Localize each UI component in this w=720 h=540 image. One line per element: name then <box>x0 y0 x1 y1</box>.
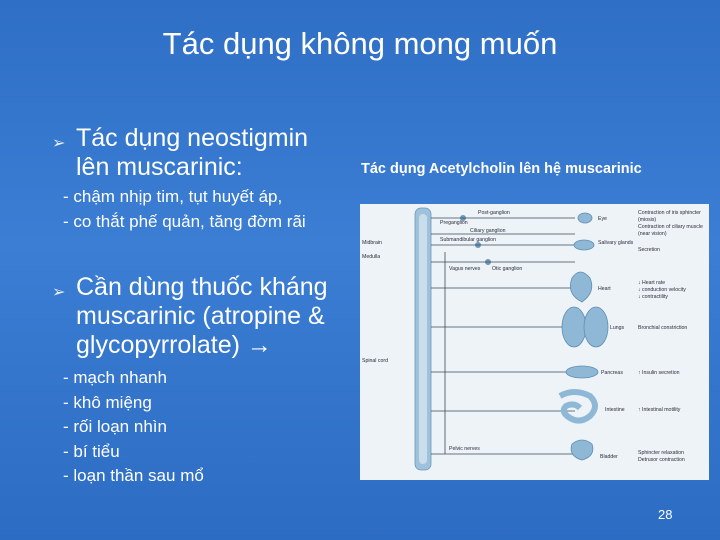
bullet-text <box>76 124 308 182</box>
lung-left-shape <box>562 307 586 347</box>
page-number: 28 <box>658 507 673 522</box>
arrow-bullet-icon: ➢ <box>52 284 66 301</box>
sub-list-neostigmine <box>63 185 306 234</box>
label-otic-ganglion: Otic ganglion <box>492 266 523 272</box>
effect-eye-4: (near vision) <box>638 231 667 237</box>
label-medulla: Medulla <box>362 254 381 260</box>
effect-lungs: Bronchial constriction <box>638 325 688 331</box>
figure-caption: Tác dụng Acetylcholin lên hệ muscarinic <box>361 161 642 177</box>
effect-heart-1: ↓ Heart rate <box>638 280 666 286</box>
intestine-shape <box>560 392 595 421</box>
effect-heart-2: ↓ conduction velocity <box>638 287 686 293</box>
bullet-line: lên muscarinic: <box>76 153 243 181</box>
bullet-line: muscarinic (atropine & <box>76 302 325 330</box>
effect-salivary: Secretion <box>638 247 660 253</box>
sub-item: - loạn thần sau mổ <box>63 466 204 485</box>
sub-item: - co thắt phế quản, tăng đờm rãi <box>63 211 306 231</box>
label-vagus-nerves: Vagus nerves <box>449 266 481 272</box>
effect-heart-3: ↓ contractility <box>638 294 668 300</box>
bullet-line: Cần dùng thuốc kháng <box>76 273 328 301</box>
sub-item: - rối loạn nhìn <box>63 417 167 436</box>
sub-item: - chậm nhịp tim, tụt huyết áp, <box>63 187 283 206</box>
effect-bladder-2: Detrusor contraction <box>638 457 685 463</box>
bullet-item-neostigmine <box>52 124 308 182</box>
label-intestine: Intestine <box>605 407 625 413</box>
label-heart: Heart <box>598 286 611 292</box>
nerve-lines <box>431 218 575 454</box>
sub-item: - bí tiểu <box>63 441 120 461</box>
heart-shape <box>570 272 591 302</box>
spinal-cord-inner <box>419 214 427 464</box>
lung-right-shape <box>584 307 608 347</box>
effect-intestine: ↑ Intestinal motility <box>638 407 681 413</box>
eye-shape <box>578 213 592 223</box>
effect-pancreas: ↑ Insulin secretion <box>638 370 680 376</box>
bullet-line: glycopyrrolate) → <box>76 331 272 359</box>
sub-item: - mạch nhanh <box>63 368 167 387</box>
bullet-text <box>76 273 328 360</box>
muscarinic-diagram <box>360 204 709 480</box>
label-pancreas: Pancreas <box>601 370 623 376</box>
bullet-line: Tác dụng neostigmin <box>76 124 309 152</box>
label-ciliary-ganglion: Ciliary ganglion <box>470 228 506 234</box>
slide-title: Tác dụng không mong muốn <box>162 26 558 61</box>
label-post-ganglion: Post-ganglion <box>478 210 510 216</box>
label-midbrain: Midbrain <box>362 240 382 246</box>
effect-eye-3: Contraction of ciliary muscle <box>638 224 703 230</box>
label-submandibular-ganglion: Submandibular ganglion <box>440 237 496 243</box>
label-lungs: Lungs <box>610 325 625 331</box>
arrow-bullet-icon: ➢ <box>52 135 66 152</box>
bladder-shape <box>571 440 593 460</box>
sub-list-antimuscarinic <box>63 366 204 489</box>
label-bladder: Bladder <box>600 454 618 460</box>
sub-item: - khô miệng <box>63 392 152 412</box>
effect-eye-2: (miosis) <box>638 217 657 223</box>
label-spinal-cord: Spinal cord <box>362 358 388 364</box>
effect-bladder-1: Sphincter relaxation <box>638 450 684 456</box>
organs <box>560 213 608 460</box>
label-eye: Eye <box>598 216 607 222</box>
diagram-svg <box>360 204 709 480</box>
salivary-gland-shape <box>574 240 594 250</box>
effect-eye-1: Contraction of iris sphincter <box>638 210 701 216</box>
label-salivary-glands: Salivary glands <box>598 240 634 246</box>
label-preganglion: Preganglion <box>440 220 468 226</box>
bullet-item-antimuscarinic <box>52 273 328 360</box>
label-pelvic-nerves: Pelvic nerves <box>449 446 480 452</box>
pancreas-shape <box>566 366 598 378</box>
